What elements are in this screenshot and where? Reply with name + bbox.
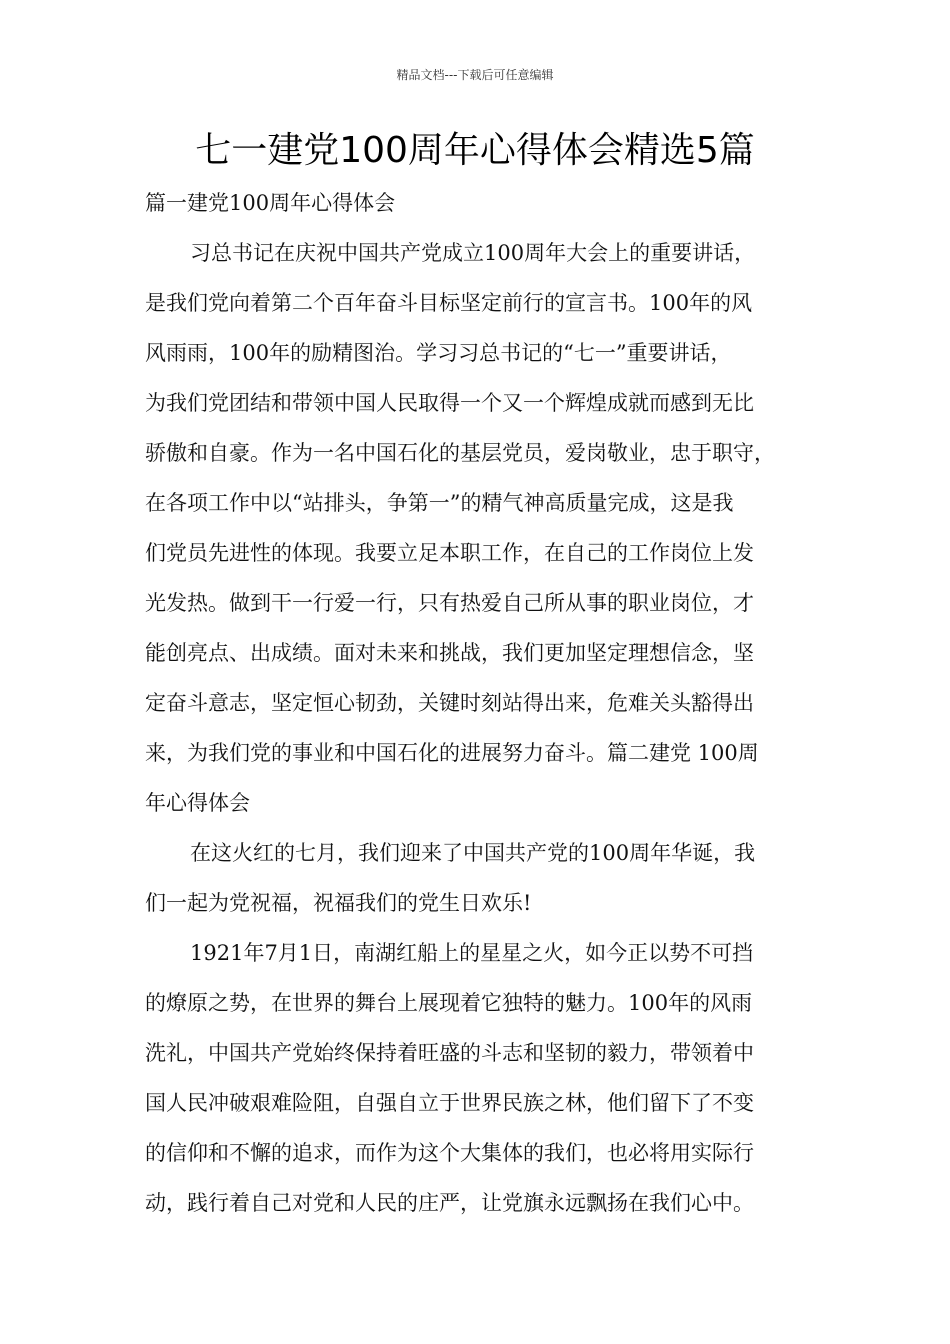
paragraph-line: 们一起为党祝福，祝福我们的党生日欢乐! xyxy=(145,891,532,915)
paragraph-3 xyxy=(145,928,815,1228)
document-title: 七一建党100周年心得体会精选5篇 xyxy=(195,130,755,171)
paragraph-2 xyxy=(145,828,815,928)
paragraph-line: 国人民冲破艰难险阻，自强自立于世界民族之林，他们留下了不变 xyxy=(145,1091,754,1115)
paragraph-line: 的燎原之势，在世界的舞台上展现着它独特的魅力。100年的风雨 xyxy=(145,991,753,1015)
paragraph-1 xyxy=(145,228,815,828)
paragraph-line: 们党员先进性的体现。我要立足本职工作，在自己的工作岗位上发 xyxy=(145,541,754,565)
paragraph-line: 来，为我们党的事业和中国石化的进展努力奋斗。篇二建党 100周 xyxy=(145,741,759,765)
paragraph-line: 定奋斗意志，坚定恒心韧劲，关键时刻站得出来，危难关头豁得出 xyxy=(145,691,754,715)
paragraph-line: 骄傲和自豪。作为一名中国石化的基层党员，爱岗敬业，忠于职守， xyxy=(145,441,775,465)
paragraph-line: 年心得体会 xyxy=(145,791,250,815)
paragraph-line: 是我们党向着第二个百年奋斗目标坚定前行的宣言书。100年的风 xyxy=(145,291,753,315)
paragraph-line: 风雨雨，100年的励精图治。学习习总书记的“七一”重要讲话， xyxy=(145,341,732,365)
paragraph-line: 能创亮点、出成绩。面对未来和挑战，我们更加坚定理想信念，坚 xyxy=(145,641,754,665)
document-body xyxy=(145,178,815,1228)
header-note: 精品文档---下载后可任意编辑 xyxy=(396,68,554,82)
paragraph-line: 在各项工作中以“站排头，争第一”的精气神高质量完成，这是我 xyxy=(145,491,734,515)
paragraph-line: 洗礼，中国共产党始终保持着旺盛的斗志和坚韧的毅力，带领着中 xyxy=(145,1041,754,1065)
paragraph-line: 动，践行着自己对党和人民的庄严，让党旗永远飘扬在我们心中。 xyxy=(145,1191,754,1215)
paragraph-line: 的信仰和不懈的追求，而作为这个大集体的我们，也必将用实际行 xyxy=(145,1141,754,1165)
paragraph-line: 在这火红的七月，我们迎来了中国共产党的100周年华诞，我 xyxy=(190,841,756,865)
paragraph-line: 光发热。做到干一行爱一行，只有热爱自己所从事的职业岗位，才 xyxy=(145,591,754,615)
paragraph-line: 为我们党团结和带领中国人民取得一个又一个辉煌成就而感到无比 xyxy=(145,391,754,415)
paragraph-line: 1921年7月1日，南湖红船上的星星之火，如今正以势不可挡 xyxy=(190,941,754,965)
paragraph-line: 习总书记在庆祝中国共产党成立100周年大会上的重要讲话， xyxy=(190,241,756,265)
section-heading-1: 篇一建党100周年心得体会 xyxy=(145,191,396,215)
